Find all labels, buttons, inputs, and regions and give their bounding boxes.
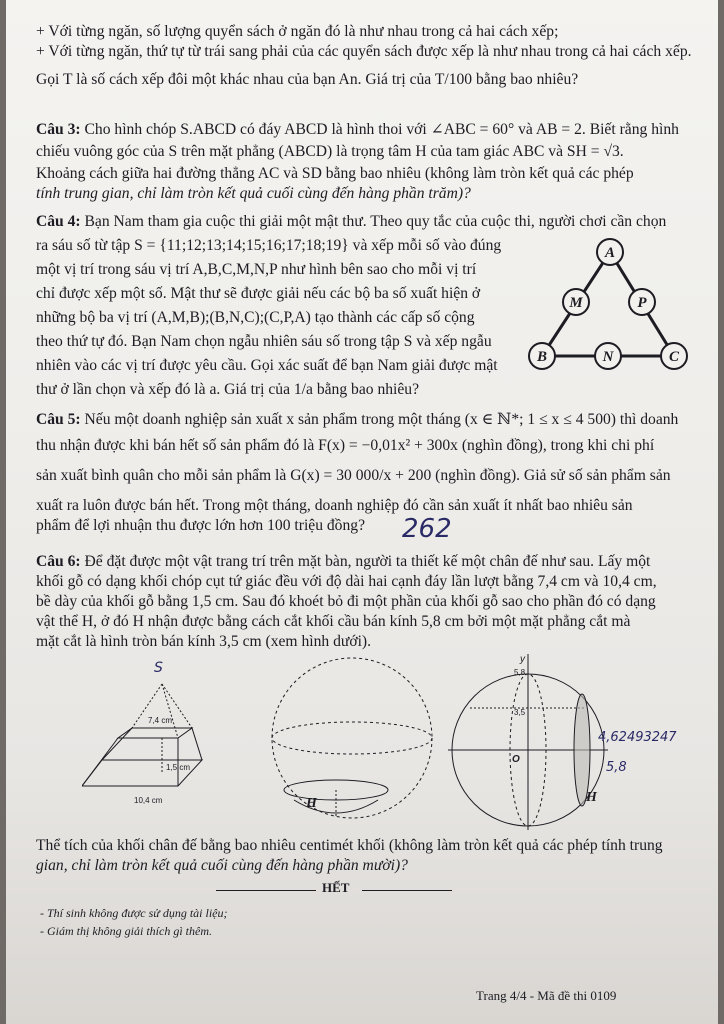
q4-line-7: nhiên vào các vị trí được yêu cầu. Gọi xác suất để bạn Nam giải được mật bbox=[36, 357, 498, 374]
end-rule-right bbox=[362, 890, 452, 891]
q4-label: Câu 4: bbox=[36, 213, 81, 230]
frustum-side-label: 1,5 cm bbox=[166, 763, 191, 772]
q3-line-1 bbox=[36, 120, 704, 140]
triangle-figure bbox=[526, 232, 706, 380]
frustum-top-face bbox=[118, 728, 192, 738]
q6-text-1: Để đặt được một vật trang trí trên mặt bàn, người ta thiết kế một chân đế như sau. Lấy một bbox=[84, 553, 651, 570]
frustum-top-label: 7,4 cm bbox=[148, 716, 173, 725]
handwritten-sketch-mark: S bbox=[154, 660, 163, 676]
q5-text-1: Nếu một doanh nghiệp sản xuất x sản phẩm trong một tháng (x ∈ ℕ*; 1 ≤ x ≤ 4 500) thì doanh bbox=[84, 411, 679, 428]
handwritten-answer-q5: 262 bbox=[402, 514, 452, 544]
q6-line-5: mặt cắt là hình tròn bán kính 3,5 cm (xem hình dưới). bbox=[36, 633, 371, 650]
node-m: M bbox=[569, 295, 583, 311]
intro-line-1: + Với từng ngăn, số lượng quyển sách ở ngăn đó là như nhau trong cả hai cách xếp; bbox=[36, 23, 559, 40]
q5-line-1 bbox=[36, 410, 704, 430]
node-c: C bbox=[668, 349, 680, 365]
intro-line-3: Gọi T là số cách xếp đôi một khác nhau của bạn An. Giá trị của T/100 bằng bao nhiêu? bbox=[36, 71, 579, 88]
q6-final-line-1: Thể tích của khối chân đế bằng bao nhiêu centimét khối (không làm tròn kết quả các phép tính trung bbox=[36, 837, 663, 854]
q6-final-line-2: gian, chỉ làm tròn kết quả cuối cùng đến hàng phần mười)? bbox=[36, 857, 408, 874]
axis-mid-label: 3,5 bbox=[514, 708, 526, 717]
q5-line-3: sản xuất bình quân cho mỗi sản phẩm là G(x) = 30 000/x + 200 (nghìn đồng). Giả sử số sản phẩm sản bbox=[36, 467, 671, 484]
q5-line-4: xuất ra luôn được bán hết. Trong một tháng, doanh nghiệp đó cần sản xuất ít nhất bao nhiêu sản bbox=[36, 497, 633, 514]
q4-line-1 bbox=[36, 212, 704, 232]
q6-line-3: bề dày của khối gỗ bằng 1,5 cm. Sau đó khoét bỏ đi một phần của khối gỗ sao cho phần đó có dạng bbox=[36, 593, 656, 610]
exam-page bbox=[6, 0, 718, 1024]
q4-line-5: những bộ ba vị trí (A,M,B);(B,N,C);(C,P,A) tạo thành các cấp số cộng bbox=[36, 309, 475, 326]
q4-line-6: theo thứ tự đó. Bạn Nam chọn ngẫu nhiên sáu số trong tập S và xếp ngẫu bbox=[36, 333, 492, 350]
frustum-bottom-label: 10,4 cm bbox=[134, 796, 163, 805]
end-rule-left bbox=[216, 890, 316, 891]
q6-line-1 bbox=[36, 552, 704, 572]
cap-h-label: H bbox=[586, 790, 597, 805]
sphere-h-label: H bbox=[306, 796, 317, 811]
end-marker: HẾT bbox=[322, 880, 350, 895]
node-p: P bbox=[637, 295, 647, 311]
q4-line-2: ra sáu số từ tập S = {11;12;13;14;15;16;17;18;19} và xếp mỗi số vào đúng bbox=[36, 237, 502, 254]
footer-note-1: - Thí sinh không được sử dụng tài liệu; bbox=[40, 906, 228, 920]
footer-note-2: - Giám thị không giải thích gì thêm. bbox=[40, 924, 212, 938]
q4-line-8: thư ở lần chọn và xếp đó là a. Giá trị của 1/a bằng bao nhiêu? bbox=[36, 381, 420, 398]
intro-line-2: + Với từng ngăn, thứ tự từ trái sang phải của các quyển sách được xếp là như nhau trong cả hai cách xếp. bbox=[36, 43, 692, 60]
axis-top-label: 5,8 bbox=[514, 668, 526, 677]
q6-label: Câu 6: bbox=[36, 553, 81, 570]
node-b: B bbox=[536, 349, 548, 365]
q4-line-3: một vị trí trong sáu vị trí A,B,C,M,N,P như hình bên sao cho mỗi vị trí bbox=[36, 261, 477, 278]
q3-line-3: Khoảng cách giữa hai đường thẳng AC và SD bằng bao nhiêu (không làm tròn kết quả các phép bbox=[36, 165, 634, 182]
q3-text-1: Cho hình chóp S.ABCD có đáy ABCD là hình thoi với ∠ABC = 60° và AB = 2. Biết rằng hình bbox=[84, 121, 679, 138]
q5-line-5: phẩm để lợi nhuận thu được lớn hơn 100 triệu đồng? bbox=[36, 517, 365, 534]
axis-y-label: y bbox=[520, 654, 525, 665]
q3-line-2: chiếu vuông góc của S trên mặt phẳng (ABCD) là trọng tâm H của tam giác ABC và SH = √3. bbox=[36, 143, 624, 160]
q3-label: Câu 3: bbox=[36, 121, 81, 138]
frustum-figure bbox=[82, 680, 242, 810]
q5-line-2: thu nhận được khi bán hết số sản phẩm đó là F(x) = −0,01x² + 300x (nghìn đồng), trong khi chi phí bbox=[36, 437, 655, 454]
q5-label: Câu 5: bbox=[36, 411, 81, 428]
node-a: A bbox=[604, 245, 616, 261]
sphere-cut-figure bbox=[264, 650, 440, 826]
q4-text-1: Bạn Nam tham gia cuộc thi giải một mật thư. Theo quy tắc của cuộc thi, người chơi cần chọn bbox=[84, 213, 667, 230]
page-info: Trang 4/4 - Mã đề thi 0109 bbox=[476, 988, 617, 1003]
node-n: N bbox=[602, 349, 614, 365]
q6-line-4: vật thể H, ở đó H nhận được bằng cách cắt khối cầu bán kính 5,8 cm bởi một mặt phẳng cắt mà bbox=[36, 613, 631, 630]
q6-line-2: khối gỗ có dạng khối chóp cụt tứ giác đều với độ dài hai cạnh đáy lần lượt bằng 7,4 cm và 10,4 cm, bbox=[36, 573, 657, 590]
q3-line-4: tính trung gian, chỉ làm tròn kết quả cuối cùng đến hàng phần trăm)? bbox=[36, 185, 471, 202]
origin-label: O bbox=[512, 754, 520, 765]
q4-line-4: chỉ được xếp một số. Mật thư sẽ được giải nếu các bộ ba số xuất hiện ở bbox=[36, 285, 481, 302]
handwritten-note-2: 5,8 bbox=[606, 760, 627, 775]
sphere-outline bbox=[272, 658, 432, 818]
handwritten-note-1: 4,62493247 bbox=[598, 730, 677, 745]
